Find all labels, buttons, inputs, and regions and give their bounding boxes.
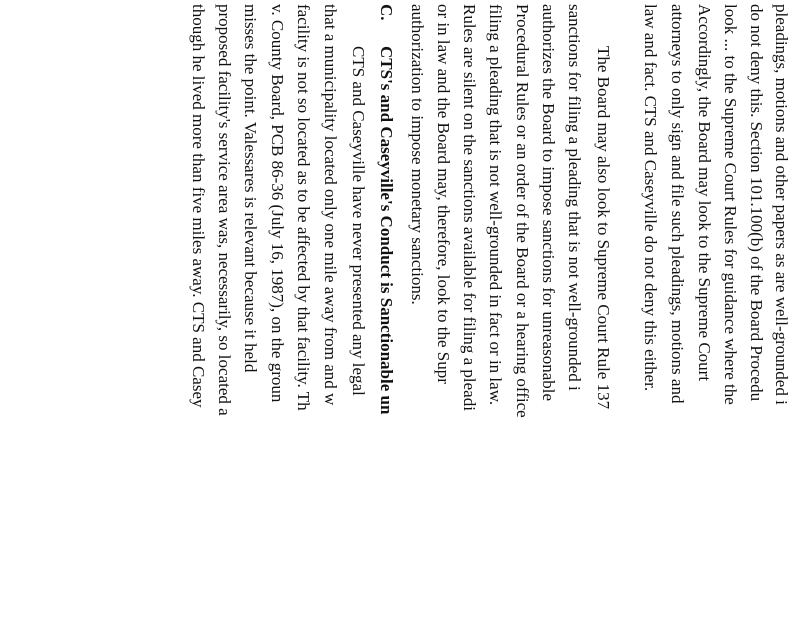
text-line: law and fact. CTS and Caseyville do not deny this either. — [641, 4, 660, 392]
text-line: filing a pleading that is not well-grounded in fact or in law. — [486, 4, 505, 406]
text-line: or in law and the Board may, therefore, look to the Supr — [434, 4, 453, 384]
text-line: Procedural Rules or an order of the Board or a hearing office — [513, 4, 532, 418]
text-line: Accordingly, the Board may look to the Supreme Court — [695, 4, 714, 382]
text-line: facility is not so located as to be affected by that facility. Th — [294, 4, 313, 411]
paragraph-first-line: CTS and Caseyville have never presented any legal — [349, 46, 368, 396]
text-line: pleadings, motions and other papers as are well-grounded i — [772, 4, 791, 405]
text-line: do not deny this. Section 101.100(b) of the Board Procedu — [747, 4, 766, 402]
text-line: look ... to the Supreme Court Rules for guidance where the — [721, 4, 740, 405]
text-line: proposed facility's service area was, necessarily, so located a — [215, 4, 234, 416]
text-line: sanctions for filing a pleading that is not well-grounded i — [565, 4, 584, 391]
section-heading-marker: C. — [377, 4, 396, 21]
text-line: attorneys to only sign and file such pleadings, motions and — [668, 4, 687, 404]
paragraph-first-line: The Board may also look to Supreme Court Rule 137 — [594, 46, 613, 410]
text-line: misses the point. Valessares is relevant because it held — [241, 4, 260, 373]
text-line: Rules are silent on the sanctions available for filing a pleadi — [460, 4, 479, 411]
text-line: that a municipality located only one mile away from and w — [321, 4, 340, 406]
text-line: authorizes the Board to impose sanctions for unreasonable — [539, 4, 558, 402]
text-line: authorization to impose monetary sanctions. — [408, 4, 427, 305]
text-line: though he lived more than five miles away. CTS and Casey — [189, 4, 208, 408]
text-line: v. County Board, PCB 86-36 (July 16, 1987), on the groun — [268, 4, 287, 403]
section-heading: CTS's and Caseyville's Conduct is Sanctionable un — [377, 46, 396, 415]
